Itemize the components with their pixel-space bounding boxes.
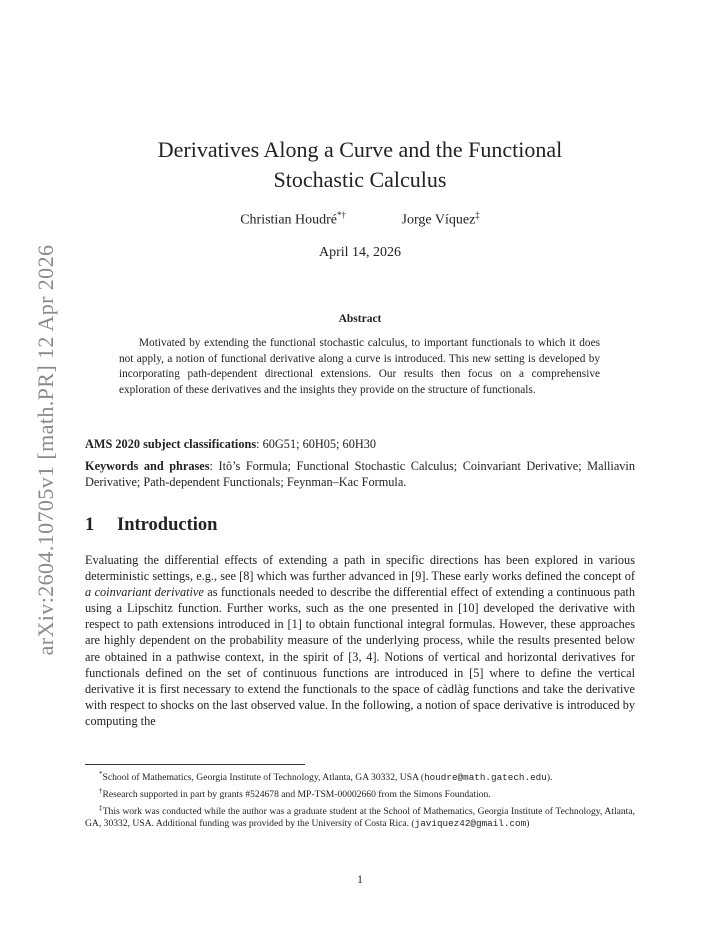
footnote-2-mark: †: [99, 786, 103, 795]
footnotes: [85, 768, 635, 831]
footnote-3: [85, 802, 635, 831]
paper-date: April 14, 2026: [318, 245, 402, 260]
footnote-3-email-link[interactable]: javiquez42@gmail.com: [414, 818, 527, 830]
abstract-text: Motivated by extending the functional stochastic calculus, to important functionals to which it does not apply, a notion of functional derivative along a curve is introduced. This new setting is developed by incorporating path-dependent directional extensions. Our results then focus on a comprehensive exploration of these derivatives and the insights they provide on the structure of functionals.: [119, 337, 600, 396]
intro-text-part-2: as functionals needed to describe the differential effect of extending a continuous path using a Lipschitz function. Further works, such as the one presented in [10] developed the derivative with respect to path extensions introduced in [1] to obtain functional integral formulas. However, these approaches are highly dependent on the probability measure of the underlying process, while the results presented below are obtained in a pathwise context, in the spirit of [3, 4]. Notions of vertical and horizontal derivatives for functionals defined on the set of continuous functions are introduced in [5] where to define the vertical derivative it is first necessary to extend the functionals to the space of càdlàg functions and take the derivative with respect to shocks on the last observed value. In the following, a notion of space derivative is introduced by computing the: [85, 585, 635, 728]
paper-title-line-2: Stochastic Calculus: [273, 167, 447, 192]
abstract-heading: Abstract: [338, 313, 382, 325]
footnote-1-tail: ).: [546, 772, 553, 784]
footnote-2: [85, 785, 635, 802]
paper-title-line-1: Derivatives Along a Curve and the Functional: [157, 137, 563, 162]
keywords-label: Keywords and phrases: [85, 459, 210, 473]
keywords-list: : Itô’s Formula; Functional Stochastic Calculus; Coinvariant Derivative; Malliavin Derivative; Path-dependent Functionals; Feynman–Kac Formula.: [85, 459, 635, 489]
footnote-rule: [85, 764, 305, 765]
footnote-2-text: Research supported in part by grants #524678 and MP-TSM-00002660 from the Simons Foundation.: [102, 788, 491, 800]
author-1-name: Christian Houdré: [240, 212, 338, 228]
page-number: 1: [357, 872, 363, 886]
footnote-1-mark: *: [99, 770, 103, 778]
author-2-marks: ‡: [475, 210, 480, 220]
section-number: 1: [85, 515, 95, 535]
footnote-3-tail: ): [526, 818, 530, 830]
intro-text-part-1: Evaluating the differential effects of extending a path in specific directions has been explored in various deterministic settings, e.g., see [8] which was further advanced in [9]. These early works defined the concept of: [85, 553, 635, 584]
author-2: [402, 210, 480, 229]
ams-classifications: [85, 436, 635, 452]
ams-codes: : 60G51; 60H05; 60H30: [256, 437, 377, 451]
arxiv-identifier-stamp: arXiv:2604.10705v1 [math.PR] 12 Apr 2026: [33, 244, 58, 656]
section-title: Introduction: [117, 515, 218, 535]
footnote-1: [85, 768, 635, 785]
keywords: [85, 458, 635, 490]
author-list: [0, 210, 720, 229]
ams-label: AMS 2020 subject classifications: [85, 437, 257, 451]
author-1: [240, 210, 346, 229]
footnote-3-mark: ‡: [99, 803, 103, 812]
paper-title: [0, 135, 720, 195]
introduction-paragraph: [85, 552, 635, 729]
footnote-1-text: School of Mathematics, Georgia Institute of Technology, Atlanta, GA 30332, USA (: [102, 772, 425, 784]
intro-emphasis: a coinvariant derivative: [85, 585, 204, 600]
author-1-marks: *†: [337, 210, 347, 220]
footnote-1-email-link[interactable]: houdre@math.gatech.edu: [424, 772, 547, 784]
footnote-3-text: This work was conducted while the author was a graduate student at the School of Mathematics, Georgia Institute of Technology, Atlanta, GA, 30332, USA. Additional funding was provided by the University of Costa Rica. (: [85, 805, 636, 830]
section-heading-introduction: [85, 515, 217, 536]
author-2-name: Jorge Víquez: [401, 212, 476, 228]
